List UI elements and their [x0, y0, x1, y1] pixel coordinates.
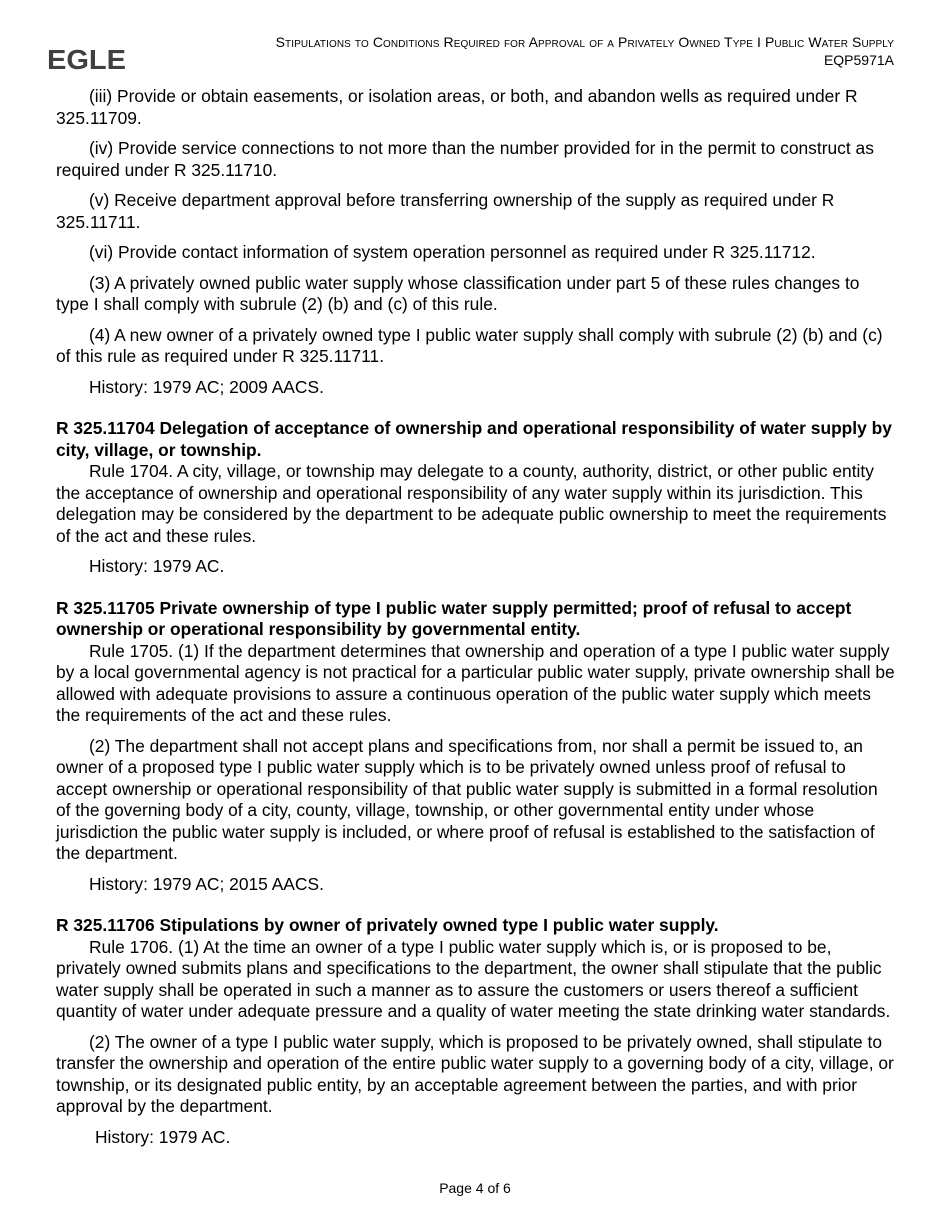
- history-note: History: 1979 AC; 2015 AACS.: [89, 873, 324, 894]
- history-note: History: 1979 AC; 2009 AACS.: [89, 376, 324, 397]
- history-note: History: 1979 AC.: [89, 556, 225, 576]
- paragraph: (4) A new owner of a privately owned type I public water supply shall comply with subrule (2) (b) and (c) of this rule as required under R 325.11711.: [56, 324, 883, 366]
- paragraph: Rule 1706. (1) At the time an owner of a type I public water supply which is, or is proposed to be, privately owned submits plans and specifications to the department, the owner shall stipulate that the public water supply shall be operated in such a manner as to assure the customers or users thereof a sufficient quantity of water under adequate pressure and a quality of water meeting the state drinking water standards.: [56, 936, 891, 1021]
- paragraph: Rule 1705. (1) If the department determines that ownership and operation of a type I public water supply by a local governmental agency is not practical for a particular public water supply, private ownership shall be allowed with adequate provisions to assure a continuous operation of the public water supply which meets the requirements of the act and these rules.: [56, 640, 895, 725]
- page-number: Page 4 of 6: [439, 1180, 511, 1196]
- header-title: Stipulations to Conditions Required for Approval of a Privately Owned Type I Public Water Supply: [275, 34, 894, 50]
- egle-logo-text: EGLE: [47, 44, 126, 72]
- history-note: History: 1979 AC.: [95, 1126, 231, 1147]
- rule-heading-1706: R 325.11706 Stipulations by owner of privately owned type I public water supply.: [56, 915, 719, 935]
- document-body: [56, 86, 896, 1148]
- rule-heading-1704: R 325.11704 Delegation of acceptance of ownership and operational responsibility of water supply by city, village, or township.: [56, 418, 892, 460]
- document-header: [276, 33, 894, 69]
- egle-logo: [47, 44, 127, 72]
- paragraph: (vi) Provide contact information of system operation personnel as required under R 325.11712.: [89, 242, 816, 262]
- paragraph: (2) The department shall not accept plans and specifications from, nor shall a permit be issued to, an owner of a proposed type I public water supply which is to be privately owned unless proof of refusal to accept ownership or operational responsibility of that public water supply is submitted in a formal resolution of the governing body of a city, county, village, township, or other governmental entity under whose jurisdiction the public water supply is included, or where proof of refusal is established to the satisfaction of the department.: [56, 735, 878, 863]
- paragraph: (v) Receive department approval before transferring ownership of the supply as required under R 325.11711.: [56, 190, 835, 232]
- paragraph: (2) The owner of a type I public water supply, which is proposed to be privately owned, shall stipulate to transfer the ownership and operation of the entire public water supply to a governing body of a city, village, or township, or its designated public entity, by an acceptable agreement between the parties, and with prior approval by the department.: [56, 1031, 894, 1116]
- paragraph: (iv) Provide service connections to not more than the number provided for in the permit to construct as required under R 325.11710.: [56, 138, 874, 180]
- paragraph: (3) A privately owned public water supply whose classification under part 5 of these rules changes to type I shall comply with subrule (2) (b) and (c) of this rule.: [56, 272, 860, 314]
- form-number: EQP5971A: [823, 52, 894, 68]
- paragraph: Rule 1704. A city, village, or township may delegate to a county, authority, district, or other public entity the acceptance of ownership and operational responsibility of any water supply within its jurisdiction. This delegation may be considered by the department to be adequate public ownership to meet the requirements of the act and these rules.: [56, 461, 887, 546]
- paragraph: (iii) Provide or obtain easements, or isolation areas, or both, and abandon wells as required under R 325.11709.: [56, 86, 858, 128]
- rule-heading-1705: R 325.11705 Private ownership of type I public water supply permitted; proof of refusal to accept ownership or operational responsibility by governmental entity.: [56, 597, 852, 639]
